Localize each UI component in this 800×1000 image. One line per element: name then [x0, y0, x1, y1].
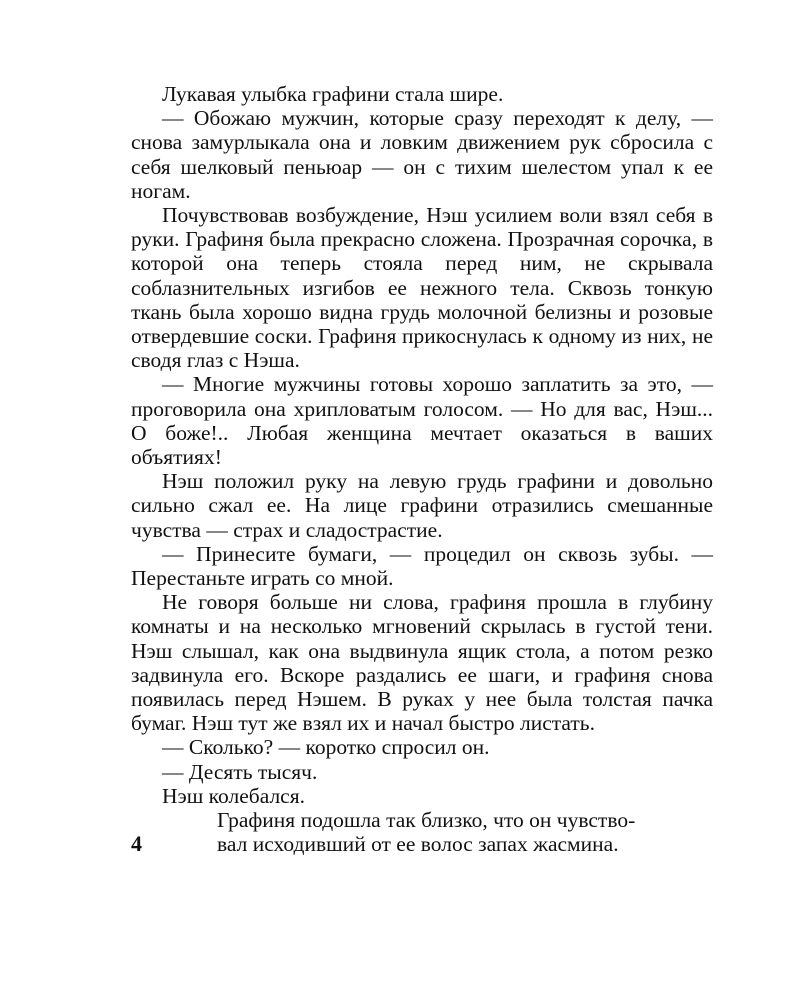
page-number: 4 [131, 831, 142, 857]
paragraph: — Обожаю мужчин, которые сразу переходят к делу, — снова замурлыкала она и ловким движением рук сбросила с себя шелковый пеньюар — он с тихим шелестом упал к ее ногам. [131, 106, 713, 203]
paragraph: Лукавая улыбка графини стала шире. [162, 82, 504, 106]
paragraph: — Сколько? — коротко спросил он. [162, 735, 490, 760]
paragraph-line: Графиня подошла так близко, что он чувство- [217, 808, 636, 833]
paragraph: — Многие мужчины готовы хорошо заплатить за это, — проговорила она хрипловатым голосом. — Но для вас, Нэш... О боже!.. Любая женщина мечтает оказаться в ваших объятиях! [131, 372, 713, 470]
paragraph: Почувствовав возбуждение, Нэш усилием воли взял себя в руки. Графиня была прекрасно сложена. Прозрачная сорочка, в которой она теперь стояла перед ним, не скрывала соблазнительных изгибов ее нежного тела. Сквозь тонкую ткань была хорошо видна грудь молочной белизны и розовые отвердевшие соски. Графиня прикоснулась к одному из них, не сводя глаз с Нэша. [131, 203, 713, 373]
paragraph: — Десять тысяч. [162, 759, 318, 784]
paragraph: — Принесите бумаги, — процедил он сквозь зубы. — Перестаньте играть со мной. [131, 541, 713, 591]
paragraph: Не говоря больше ни слова, графиня прошла в глубину комнаты и на несколько мгновений скрылась в густой тени. Нэш слышал, как она выдвинула ящик стола, а потом резко задвинула его. Вскоре раздались ее шаги, и графиня снова появилась перед Нэшем. В руках у нее была толстая пачка бумаг. Нэш тут же взял их и начал быстро листать. [131, 590, 713, 736]
page-footer-block [131, 808, 713, 856]
paragraph [217, 808, 713, 856]
paragraph-line: вал исходивший от ее волос запах жасмина. [217, 832, 619, 857]
book-page [131, 82, 713, 857]
paragraph: Нэш колебался. [162, 783, 305, 808]
paragraph: Нэш положил руку на левую грудь графини и довольно сильно сжал ее. На лице графини отразились смешанные чувства — страх и сладострастие. [131, 469, 713, 542]
